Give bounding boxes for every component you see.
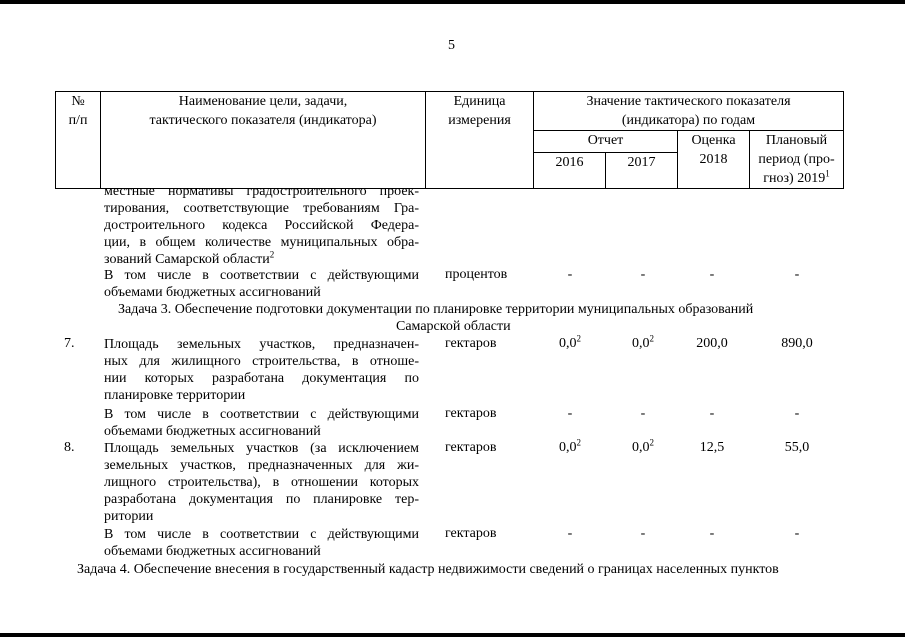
value-cell: - <box>794 267 800 282</box>
header-estimate: Оценка 2018 <box>678 131 750 189</box>
value-cell: - <box>709 406 715 421</box>
value-cell: - <box>709 526 715 541</box>
header-values: Значение тактического показателя (индикатора) по годам <box>534 92 844 131</box>
task-3-heading: Задача 3. Обеспечение подготовки документации по планировке территории муниципальных образований <box>118 302 754 317</box>
task-3-heading-cont: Самарской области <box>396 319 511 334</box>
header-planned: Плановый период (про- гноз) 2019$^1$ <box>750 131 844 189</box>
value-2016: $0,0^2$ <box>559 437 581 455</box>
value-cell: - <box>640 406 646 421</box>
header-report: Отчет <box>534 131 678 153</box>
value-2016: $0,0^2$ <box>559 333 581 351</box>
header-num: № п/п <box>56 92 101 189</box>
value-cell: - <box>640 267 646 282</box>
row-number: 8. <box>64 440 75 455</box>
bottom-border <box>0 633 905 637</box>
row-7-description: Площадь земельных участков, предназначен- ных для жилищного строительства, в отноше- нии которых разработана документация по планировке территории <box>104 337 419 403</box>
value-2019: 890,0 <box>781 336 813 351</box>
header-year-2016: 2016 <box>534 153 606 189</box>
task-4-heading: Задача 4. Обеспечение внесения в государственный кадастр недвижимости сведений о границах населенных пунктов <box>77 562 779 577</box>
unit-cell: гектаров <box>445 440 497 455</box>
page-number: 5 <box>448 38 455 53</box>
row-8-description: Площадь земельных участков (за исключением земельных участков, предназначенных для жи- лищного строительства), в отношении которых разработана документация по планировке тер- ритории <box>104 441 419 524</box>
value-cell: - <box>709 267 715 282</box>
header-unit: Единица измерения <box>426 92 534 189</box>
row-number: 7. <box>64 336 75 351</box>
value-cell: - <box>567 267 573 282</box>
unit-cell: гектаров <box>445 336 497 351</box>
value-2018: 12,5 <box>699 440 725 455</box>
top-border <box>0 0 905 4</box>
header-year-2017: 2017 <box>606 153 678 189</box>
value-cell: - <box>794 526 800 541</box>
unit-cell: гектаров <box>445 526 497 541</box>
value-cell: - <box>567 406 573 421</box>
unit-cell: процентов <box>445 267 508 282</box>
value-2017: $0,0^2$ <box>632 437 654 455</box>
unit-cell: гектаров <box>445 406 497 421</box>
sub-row-budget-8: В том числе в соответствии с действующими объемами бюджетных ассигнований <box>104 527 419 559</box>
value-2017: $0,0^2$ <box>632 333 654 351</box>
value-2019: 55,0 <box>784 440 810 455</box>
value-cell: - <box>567 526 573 541</box>
header-name: Наименование цели, задачи, тактического показателя (индикатора) <box>101 92 426 189</box>
continued-indicator-text: местные нормативы градостроительного проек- тирования, соответствующие требованиям Гра- достроительного кодекса Российской Федера- ции, в общем количестве муниципальных обра- зований Самарской области$^2$ <box>104 184 419 267</box>
value-2018: 200,0 <box>696 336 728 351</box>
value-cell: - <box>794 406 800 421</box>
header-table <box>55 91 844 189</box>
sub-row-budget-1: В том числе в соответствии с действующими объемами бюджетных ассигнований <box>104 268 419 300</box>
sub-row-budget-7: В том числе в соответствии с действующими объемами бюджетных ассигнований <box>104 407 419 439</box>
value-cell: - <box>640 526 646 541</box>
